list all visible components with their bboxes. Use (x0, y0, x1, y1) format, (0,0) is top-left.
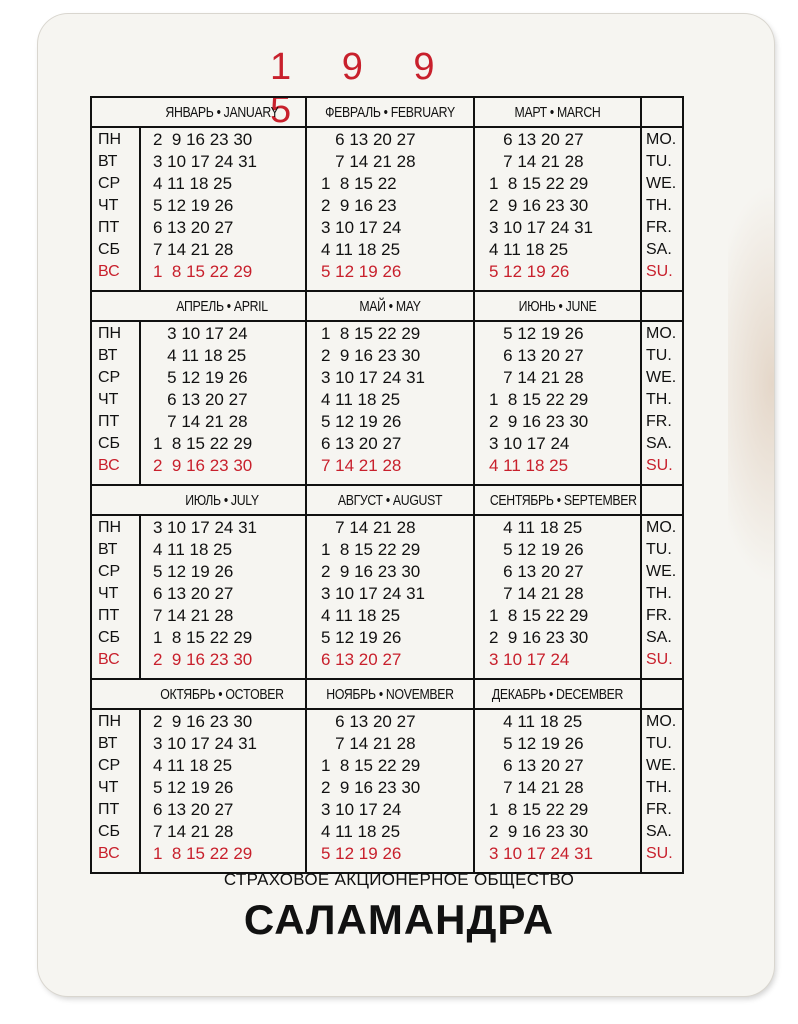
week-row: 1 8 15 22 29 (153, 434, 253, 453)
week-row: 1 8 15 22 29 (489, 606, 589, 625)
week-row: 3 10 17 24 31 (321, 368, 425, 387)
month-title: ДЕКАБРЬ • DECEMBER (491, 686, 624, 703)
weekday-label-en: WE. (646, 369, 677, 386)
week-row: 6 13 20 27 (489, 346, 584, 365)
week-row: 4 11 18 25 (153, 540, 233, 559)
weekday-column-en (640, 292, 682, 484)
weekday-label-ru: ВС (98, 845, 120, 862)
week-row: 6 13 20 27 (321, 130, 416, 149)
weekday-label-en: SA. (646, 435, 672, 452)
weekday-label-ru: ЧТ (98, 585, 119, 602)
paper-stain (728, 184, 774, 584)
week-row: 6 13 20 27 (153, 800, 234, 819)
week-row: 1 8 15 22 29 (321, 756, 421, 775)
week-row: 2 9 16 23 30 (321, 346, 421, 365)
week-row: 5 12 19 26 (321, 844, 402, 863)
week-row: 7 14 21 28 (321, 456, 402, 475)
weekday-label-ru: СР (98, 757, 121, 774)
weekday-label-en: WE. (646, 175, 677, 192)
month-title: МАРТ • MARCH (514, 104, 601, 121)
weekday-label-en: SA. (646, 823, 672, 840)
week-row: 2 9 16 23 30 (489, 822, 589, 841)
week-row: 7 14 21 28 (489, 152, 584, 171)
weekday-label-ru: ВТ (98, 541, 118, 558)
weekday-label-en: MO. (646, 713, 677, 730)
weekday-label-ru: ВС (98, 651, 120, 668)
week-row: 4 11 18 25 (321, 240, 401, 259)
weekday-label-ru: ПТ (98, 801, 120, 818)
quarter-row (92, 98, 682, 290)
weekday-label-en: SA. (646, 629, 672, 646)
weekday-label-en: MO. (646, 131, 677, 148)
company-subtitle: СТРАХОВОЕ АКЦИОНЕРНОЕ ОБЩЕСТВО (223, 870, 575, 889)
weekday-label-ru: ВС (98, 457, 120, 474)
calendar-grid (90, 96, 684, 874)
week-row: 6 13 20 27 (153, 390, 248, 409)
weekday-label-en: TU. (646, 735, 672, 752)
month-title: СЕНТЯБРЬ • SEPTEMBER (489, 492, 637, 509)
week-row: 5 12 19 26 (489, 262, 570, 281)
week-row: 4 11 18 25 (153, 756, 233, 775)
week-row: 5 12 19 26 (321, 262, 402, 281)
week-row: 6 13 20 27 (321, 650, 402, 669)
week-row: 4 11 18 25 (321, 606, 401, 625)
week-row: 7 14 21 28 (153, 822, 234, 841)
week-row: 7 14 21 28 (489, 778, 584, 797)
week-row: 6 13 20 27 (489, 756, 584, 775)
week-row: 7 14 21 28 (153, 412, 248, 431)
week-row: 5 12 19 26 (489, 734, 584, 753)
week-row: 4 11 18 25 (321, 822, 401, 841)
week-row: 7 14 21 28 (321, 518, 416, 537)
week-row: 2 9 16 23 30 (153, 130, 253, 149)
week-row: 5 12 19 26 (489, 324, 584, 343)
weekday-label-ru: СБ (98, 629, 121, 646)
week-row: 7 14 21 28 (153, 606, 234, 625)
month-title: ФЕВРАЛЬ • FEBRUARY (325, 104, 455, 121)
week-row: 3 10 17 24 (321, 218, 402, 237)
weekday-label-ru: ВТ (98, 735, 118, 752)
week-row: 1 8 15 22 29 (489, 390, 589, 409)
weekday-label-en: FR. (646, 413, 672, 430)
weekday-label-ru: ВТ (98, 347, 118, 364)
month-title: ИЮНЬ • JUNE (518, 298, 597, 315)
weekday-label-en: FR. (646, 607, 672, 624)
week-row: 4 11 18 25 (489, 240, 569, 259)
month-block (475, 680, 640, 872)
weekday-label-ru: СР (98, 369, 121, 386)
weekday-label-ru: СБ (98, 241, 121, 258)
week-row: 6 13 20 27 (321, 712, 416, 731)
weekday-label-en: SU. (646, 263, 673, 280)
weekday-column-ru (92, 126, 141, 290)
week-row: 4 11 18 25 (153, 174, 233, 193)
week-row: 6 13 20 27 (489, 562, 584, 581)
weekday-label-ru: СБ (98, 823, 121, 840)
week-row: 1 8 15 22 29 (153, 628, 253, 647)
weekday-label-en: FR. (646, 219, 672, 236)
month-block (139, 292, 307, 484)
quarter-row (92, 484, 682, 678)
week-row: 4 11 18 25 (321, 390, 401, 409)
month-block (475, 292, 640, 484)
month-block (307, 98, 475, 290)
company-brand: САЛАМАНДРА (243, 896, 555, 943)
week-row: 7 14 21 28 (321, 734, 416, 753)
month-title: ИЮЛЬ • JULY (185, 492, 259, 509)
week-row: 4 11 18 25 (489, 456, 569, 475)
weekday-label-ru: ЧТ (98, 779, 119, 796)
month-title: НОЯБРЬ • NOVEMBER (326, 686, 454, 703)
weekday-column-ru (92, 708, 141, 872)
weekday-label-ru: ВС (98, 263, 120, 280)
week-row: 2 9 16 23 30 (321, 778, 421, 797)
week-row: 3 10 17 24 31 (489, 218, 593, 237)
weekday-label-ru: ПН (98, 713, 122, 730)
weekday-column-en (640, 680, 682, 872)
month-block (307, 486, 475, 678)
weekday-label-ru: ПТ (98, 219, 120, 236)
week-row: 2 9 16 23 30 (489, 196, 589, 215)
weekday-label-en: SU. (646, 651, 673, 668)
week-row: 1 8 15 22 29 (153, 262, 253, 281)
week-row: 2 9 16 23 30 (321, 562, 421, 581)
weekday-label-en: WE. (646, 757, 677, 774)
weekday-label-en: TH. (646, 197, 672, 214)
weekday-label-ru: ПН (98, 519, 122, 536)
month-block (139, 98, 307, 290)
weekday-label-ru: ЧТ (98, 197, 119, 214)
weekday-label-en: TH. (646, 391, 672, 408)
week-row: 1 8 15 22 29 (153, 844, 253, 863)
week-row: 5 12 19 26 (153, 368, 248, 387)
weekday-label-ru: СБ (98, 435, 121, 452)
week-row: 5 12 19 26 (153, 562, 234, 581)
weekday-column-en (640, 98, 682, 290)
week-row: 3 10 17 24 31 (153, 518, 257, 537)
week-row: 5 12 19 26 (321, 412, 402, 431)
weekday-label-ru: ПН (98, 131, 122, 148)
month-title: АПРЕЛЬ • APRIL (176, 298, 268, 315)
week-row: 4 11 18 25 (489, 712, 583, 731)
weekday-label-ru: СР (98, 563, 121, 580)
weekday-label-en: TH. (646, 779, 672, 796)
week-row: 3 10 17 24 (321, 800, 402, 819)
week-row: 3 10 17 24 31 (321, 584, 425, 603)
week-row: 7 14 21 28 (489, 368, 584, 387)
week-row: 7 14 21 28 (153, 240, 234, 259)
weekday-label-ru: СР (98, 175, 121, 192)
week-row: 1 8 15 22 (321, 174, 397, 193)
week-row: 7 14 21 28 (321, 152, 416, 171)
weekday-label-en: SA. (646, 241, 672, 258)
month-block (307, 292, 475, 484)
weekday-label-en: TU. (646, 541, 672, 558)
weekday-label-en: SU. (646, 845, 673, 862)
week-row: 5 12 19 26 (489, 540, 584, 559)
weekday-label-en: MO. (646, 519, 677, 536)
weekday-column-ru (92, 320, 141, 484)
week-row: 4 11 18 25 (153, 346, 247, 365)
week-row: 6 13 20 27 (321, 434, 402, 453)
week-row: 1 8 15 22 29 (489, 174, 589, 193)
week-row: 1 8 15 22 29 (321, 540, 421, 559)
week-row: 3 10 17 24 31 (153, 734, 257, 753)
weekday-label-en: SU. (646, 457, 673, 474)
week-row: 2 9 16 23 30 (489, 412, 589, 431)
weekday-label-en: MO. (646, 325, 677, 342)
week-row: 3 10 17 24 (489, 650, 570, 669)
week-row: 2 9 16 23 30 (489, 628, 589, 647)
weekday-label-en: FR. (646, 801, 672, 818)
week-row: 2 9 16 23 30 (153, 456, 253, 475)
week-row: 2 9 16 23 30 (153, 712, 253, 731)
weekday-label-ru: ЧТ (98, 391, 119, 408)
week-row: 6 13 20 27 (153, 584, 234, 603)
month-title: ЯНВАРЬ • JANUARY (165, 104, 279, 121)
week-row: 1 8 15 22 29 (321, 324, 421, 343)
weekday-column-ru (92, 514, 141, 678)
month-title: МАЙ • MAY (359, 298, 421, 315)
month-block (139, 680, 307, 872)
quarter-row (92, 678, 682, 872)
quarter-row (92, 290, 682, 484)
month-title: АВГУСТ • AUGUST (337, 492, 443, 509)
weekday-label-en: TU. (646, 347, 672, 364)
month-block (475, 486, 640, 678)
calendar-year: 1 9 9 5 (270, 46, 455, 131)
weekday-label-en: TU. (646, 153, 672, 170)
week-row: 3 10 17 24 (489, 434, 570, 453)
month-block (307, 680, 475, 872)
week-row: 3 10 17 24 31 (489, 844, 593, 863)
week-row: 3 10 17 24 (153, 324, 248, 343)
week-row: 6 13 20 27 (153, 218, 234, 237)
week-row: 1 8 15 22 29 (489, 800, 589, 819)
week-row: 5 12 19 26 (153, 778, 234, 797)
week-row: 3 10 17 24 31 (153, 152, 257, 171)
weekday-label-ru: ПН (98, 325, 122, 342)
weekday-label-en: WE. (646, 563, 677, 580)
week-row: 5 12 19 26 (153, 196, 234, 215)
week-row: 7 14 21 28 (489, 584, 584, 603)
week-row: 2 9 16 23 (321, 196, 397, 215)
month-block (475, 98, 640, 290)
week-row: 4 11 18 25 (489, 518, 583, 537)
weekday-label-en: TH. (646, 585, 672, 602)
weekday-label-ru: ВТ (98, 153, 118, 170)
weekday-column-en (640, 486, 682, 678)
week-row: 6 13 20 27 (489, 130, 584, 149)
weekday-label-ru: ПТ (98, 607, 120, 624)
month-title: ОКТЯБРЬ • OCTOBER (160, 686, 284, 703)
month-block (139, 486, 307, 678)
week-row: 5 12 19 26 (321, 628, 402, 647)
weekday-label-ru: ПТ (98, 413, 120, 430)
week-row: 2 9 16 23 30 (153, 650, 253, 669)
